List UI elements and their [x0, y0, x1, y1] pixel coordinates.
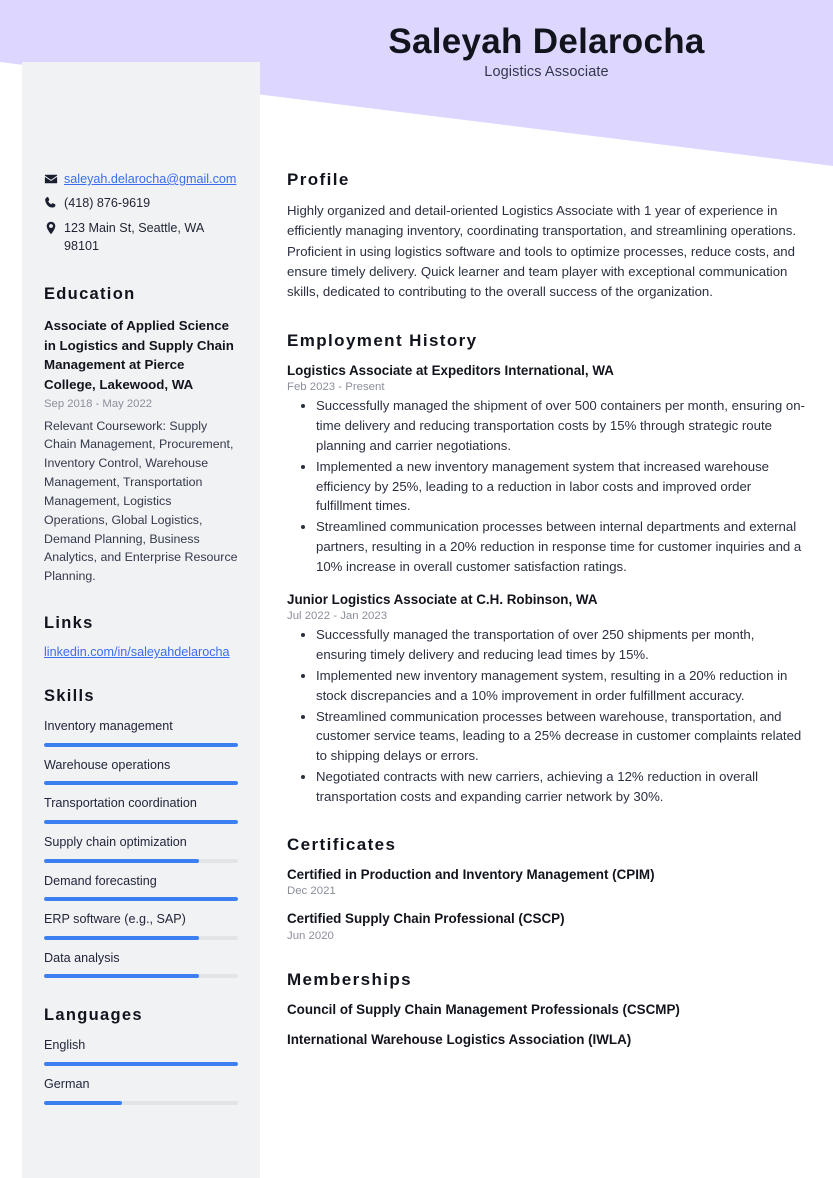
employment-heading: Employment History: [287, 330, 478, 350]
profile-heading: Profile: [287, 170, 350, 189]
skill-label: ERP software (e.g., SAP): [44, 912, 186, 927]
membership-entry: International Warehouse Logistics Association (IWLA): [287, 1031, 632, 1047]
employment-bullet: • Streamlined communication processes between internal departments and external partners, resulting in a 20% reduction in response time for customer inquiries and a 10% increase in overall customer satisfaction ratings.: [316, 517, 807, 576]
employment-title: Logistics Associate at Expeditors International, WA: [287, 362, 614, 378]
languages-heading: Languages: [44, 1006, 143, 1025]
certificates-list: [287, 866, 807, 943]
sidebar: [22, 62, 260, 1178]
skill-level-fill: [44, 859, 199, 863]
skills-list: [44, 718, 238, 978]
certificate-entry: [287, 866, 807, 898]
links-heading: Links: [44, 614, 94, 633]
language-level-track: [44, 1062, 238, 1066]
skill-item: [44, 950, 238, 979]
contact-row-email[interactable]: [44, 170, 238, 188]
skill-item: [44, 873, 238, 902]
education-date: Sep 2018 - May 2022: [44, 397, 153, 410]
employment-entry: [287, 362, 807, 577]
employment-bullet: • Successfully managed the transportation of over 250 shipments per month, ensuring timely delivery and reducing lead times by 15%.: [316, 625, 807, 665]
employment-title: Junior Logistics Associate at C.H. Robinson, WA: [287, 591, 598, 607]
skill-label: Inventory management: [44, 719, 173, 734]
employment-bullet: • Implemented a new inventory management system that increased warehouse efficiency by 25%, leading to a reduction in labor costs and improved order fulfillment times.: [316, 457, 807, 516]
skill-item: [44, 795, 238, 824]
skill-item: [44, 911, 238, 940]
employment-bullet: • Successfully managed the shipment of over 500 containers per month, ensuring on-time delivery and reducing transportation costs by 15% through strategic route planning and carrier negotiations.: [316, 396, 807, 455]
language-level-fill: [44, 1062, 238, 1066]
contact-row-phone[interactable]: [44, 194, 238, 212]
section-certificates: [287, 835, 807, 943]
skill-label: Supply chain optimization: [44, 834, 187, 849]
employment-bullet: • Streamlined communication processes between warehouse, transportation, and customer service teams, leading to a 25% decrease in customer complaints related to shipping delays or errors.: [316, 707, 807, 766]
employment-bullet: • Negotiated contracts with new carriers, achieving a 12% reduction in overall transportation costs and expanding carrier network by 30%.: [316, 767, 807, 807]
employment-date: Feb 2023 - Present: [287, 381, 385, 394]
section-profile: [287, 170, 807, 303]
memberships-list: [287, 1001, 807, 1050]
education-entry: [44, 316, 238, 586]
certificate-date: Jun 2020: [287, 930, 334, 943]
certificate-title: Certified in Production and Inventory Management (CPIM): [287, 866, 655, 882]
header-text-block: [260, 0, 833, 100]
languages-list: [44, 1037, 238, 1104]
section-memberships: [287, 970, 807, 1050]
education-heading: Education: [44, 285, 136, 303]
employment-bullet: • Implemented new inventory management system, resulting in a 20% reduction in stock discrepancies and a 10% improvement in order fulfillment accuracy.: [316, 666, 807, 706]
skill-level-fill: [44, 781, 238, 785]
candidate-job-title: Logistics Associate: [484, 64, 609, 81]
membership-entry: Council of Supply Chain Management Professionals (CSCMP): [287, 1002, 680, 1018]
employment-bullets: [287, 625, 807, 806]
employment-date: Jul 2022 - Jan 2023: [287, 610, 388, 623]
skill-level-track: [44, 781, 238, 785]
contact-phone: (418) 876-9619: [64, 196, 151, 211]
skill-level-fill: [44, 743, 238, 747]
skill-level-track: [44, 859, 238, 863]
certificate-date: Dec 2021: [287, 885, 336, 898]
contact-email[interactable]: saleyah.delarocha@gmail.com: [64, 172, 237, 186]
education-description: Relevant Coursework: Supply Chain Management, Procurement, Inventory Control, Warehouse Management, Transportation Management, Logistics Operations, Global Logistics, Demand Planning, Business Analytics, and Enterprise Resource Planning.: [44, 418, 238, 584]
skill-level-fill: [44, 820, 238, 824]
main-column: [287, 170, 807, 1078]
skill-level-track: [44, 743, 238, 747]
envelope-icon: [44, 170, 64, 186]
employment-entry: [287, 591, 807, 807]
employment-list: [287, 362, 807, 807]
link-linkedin[interactable]: linkedin.com/in/saleyahdelarocha: [44, 645, 230, 660]
education-degree: Associate of Applied Science in Logistics and Supply Chain Management at Pierce College, Lakewood, WA: [44, 318, 234, 393]
skill-label: Demand forecasting: [44, 873, 157, 888]
skill-level-track: [44, 820, 238, 824]
skill-level-track: [44, 936, 238, 940]
memberships-heading: Memberships: [287, 970, 412, 990]
contact-row-address: [44, 219, 238, 256]
profile-text: Highly organized and detail-oriented Logistics Associate with 1 year of experience in efficiently managing inventory, coordinating transportation, and streamlining operations. Proficient in using logistics software and tools to optimize processes, reduce costs, and ensure timely delivery. Quick learner and team player with exceptional communication skills, dedicated to contributing to the overall success of the organization.: [287, 203, 796, 300]
skill-label: Data analysis: [44, 950, 120, 965]
section-employment-history: [287, 331, 807, 807]
skill-item: [44, 757, 238, 786]
certificate-entry: [287, 910, 807, 942]
skill-level-track: [44, 974, 238, 978]
language-level-track: [44, 1101, 238, 1105]
skill-item: [44, 834, 238, 863]
skill-level-track: [44, 897, 238, 901]
skills-heading: Skills: [44, 687, 95, 706]
language-item: [44, 1037, 238, 1066]
contact-list: [44, 170, 238, 255]
candidate-name: Saleyah Delarocha: [388, 22, 705, 61]
skill-level-fill: [44, 897, 238, 901]
sidebar-section-links: [44, 614, 238, 659]
language-level-fill: [44, 1101, 122, 1105]
skill-item: [44, 718, 238, 747]
employment-bullets: [287, 396, 807, 576]
skill-level-fill: [44, 974, 199, 978]
map-pin-icon: [44, 219, 64, 235]
sidebar-section-education: [44, 285, 238, 586]
language-label: German: [44, 1077, 90, 1092]
skill-level-fill: [44, 936, 199, 940]
certificate-title: Certified Supply Chain Professional (CSCP): [287, 911, 565, 927]
certificates-heading: Certificates: [287, 834, 397, 854]
phone-icon: [44, 194, 64, 210]
contact-address: 123 Main St, Seattle, WA 98101: [64, 220, 204, 253]
sidebar-section-languages: [44, 1006, 238, 1104]
skill-label: Warehouse operations: [44, 757, 171, 772]
skill-label: Transportation coordination: [44, 796, 197, 811]
language-item: [44, 1076, 238, 1105]
sidebar-section-skills: [44, 687, 238, 978]
language-label: English: [44, 1038, 86, 1053]
